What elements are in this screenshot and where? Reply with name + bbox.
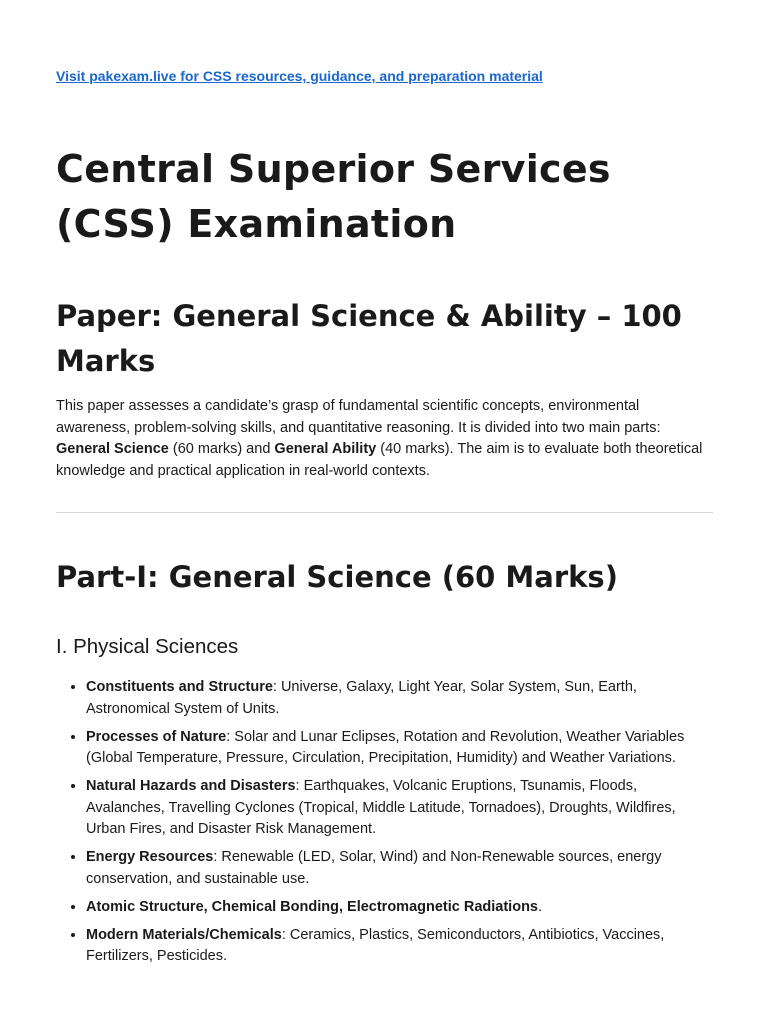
intro-text-2: (60 marks) and	[168, 441, 275, 457]
topic-desc: : Solar and Lunar Eclipses, Rotation and Revolution, Weather Variables (Global Temperature, Pressure, Circulation, Precipitation, Humidity) and Weather Variations.	[86, 728, 685, 766]
physical-sciences-heading: I. Physical Sciences	[56, 635, 239, 658]
topic-term: Atomic Structure, Chemical Bonding, Electromagnetic Radiations	[86, 898, 538, 915]
list-item	[86, 897, 716, 919]
intro-text-1: This paper assesses a candidate’s grasp of fundamental scientific concepts, environmental awareness, problem-solving skills, and quantitative reasoning. It is divided into two main parts:	[56, 398, 661, 436]
topic-term: Energy Resources	[86, 849, 214, 865]
topic-term: Processes of Nature	[86, 728, 227, 745]
paper-heading-line-1: Paper: General Science & Ability – 100	[56, 299, 682, 333]
paper-heading-line-2: Marks	[56, 344, 156, 378]
part1-heading: Part-I: General Science (60 Marks)	[56, 560, 618, 594]
topic-desc: : Ceramics, Plastics, Semiconductors, Antibiotics, Vaccines, Fertilizers, Pesticides.	[86, 926, 665, 964]
topic-desc: : Renewable (LED, Solar, Wind) and Non-Renewable sources, energy conservation, and sustainable use.	[86, 849, 662, 887]
section-divider	[56, 512, 713, 513]
topic-term: Modern Materials/Chemicals	[86, 926, 282, 943]
topic-list	[56, 677, 716, 974]
pakexam-link[interactable]: Visit pakexam.live for CSS resources, guidance, and preparation material	[56, 68, 543, 84]
list-item	[86, 925, 716, 968]
intro-part2-name: General Ability	[274, 441, 377, 457]
page-title	[56, 142, 736, 252]
list-item	[86, 776, 716, 841]
list-item	[86, 677, 716, 720]
topic-desc: .	[538, 898, 543, 915]
topic-term: Natural Hazards and Disasters	[86, 778, 296, 794]
title-line-2: (CSS) Examination	[56, 202, 457, 246]
topic-desc: : Earthquakes, Volcanic Eruptions, Tsunamis, Floods, Avalanches, Travelling Cyclones (Tropical, Middle Latitude, Tornadoes), Droughts, Wildfires, Urban Fires, and Disaster Risk Management.	[86, 778, 676, 837]
title-line-1: Central Superior Services	[56, 147, 611, 191]
intro-text-3: (40 marks). The aim is to evaluate both theoretical knowledge and practical application in real-world contexts.	[56, 441, 703, 479]
paper-heading	[56, 294, 736, 384]
topic-term: Constituents and Structure	[86, 679, 273, 695]
intro-part1-name: General Science	[56, 441, 169, 457]
list-item	[86, 847, 716, 890]
topic-desc: : Universe, Galaxy, Light Year, Solar System, Sun, Earth, Astronomical System of Units.	[86, 679, 637, 717]
intro-paragraph	[56, 396, 716, 482]
list-item	[86, 727, 716, 770]
